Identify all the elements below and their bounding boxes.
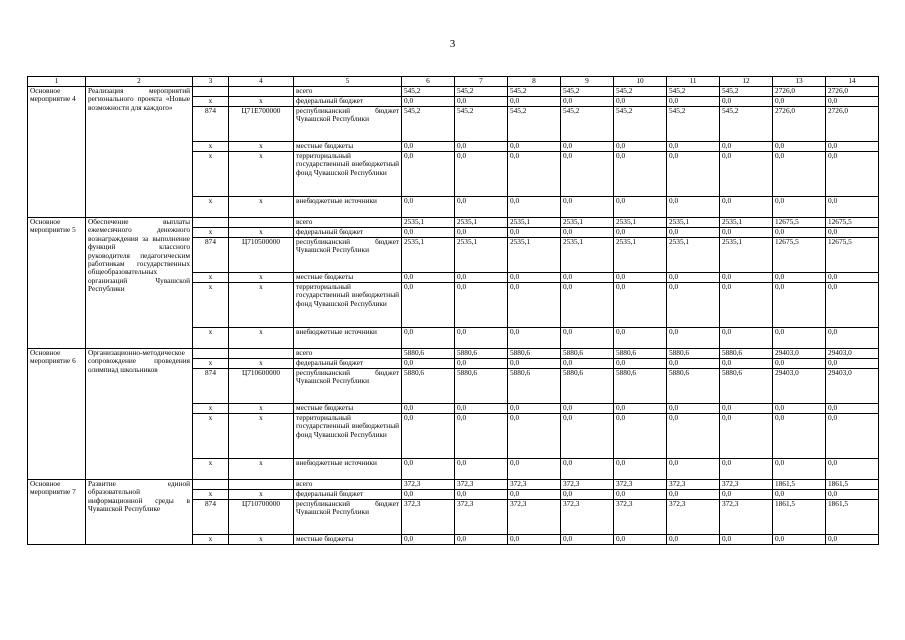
column-header: 14	[826, 77, 879, 87]
amount-cell: 0,0	[667, 490, 720, 500]
column-header: 7	[455, 77, 508, 87]
amount-cell: 5880,6	[614, 369, 667, 404]
amount-cell: 0,0	[508, 490, 561, 500]
amount-cell: 0,0	[455, 283, 508, 328]
amount-cell: 0,0	[455, 459, 508, 480]
amount-cell: 372,3	[720, 500, 773, 535]
amount-cell: 0,0	[561, 152, 614, 197]
budget-code: Ц710700000	[229, 500, 294, 535]
event-name: Основное мероприятие 4	[28, 87, 86, 218]
amount-cell: 0,0	[402, 414, 455, 459]
amount-cell: 0,0	[614, 197, 667, 218]
page-number: 3	[449, 38, 456, 50]
budget-code: Ц710500000	[229, 238, 294, 273]
amount-cell: 2535,1	[720, 218, 773, 228]
event-name: Основное мероприятие 7	[28, 480, 86, 545]
amount-cell: 0,0	[614, 97, 667, 107]
budget-code	[229, 480, 294, 490]
budget-table	[27, 76, 879, 545]
admin-code: х	[193, 414, 229, 459]
amount-cell: 0,0	[402, 359, 455, 369]
amount-cell: 2535,1	[561, 218, 614, 228]
amount-cell: 0,0	[614, 228, 667, 238]
admin-code: х	[193, 328, 229, 349]
column-header: 8	[508, 77, 561, 87]
amount-cell: 0,0	[826, 414, 879, 459]
amount-cell: 0,0	[508, 404, 561, 414]
table-body	[28, 87, 879, 545]
event-description: Развитие единой образовательной информационной среды в Чувашской Республике	[86, 480, 193, 545]
amount-cell: 372,3	[455, 480, 508, 490]
amount-cell: 545,2	[720, 87, 773, 97]
amount-cell: 0,0	[826, 273, 879, 283]
amount-cell: 0,0	[826, 459, 879, 480]
funding-source: внебюджетные источники	[294, 459, 402, 480]
event-name: Основное мероприятие 5	[28, 218, 86, 349]
amount-cell: 0,0	[773, 359, 826, 369]
amount-cell: 545,2	[561, 107, 614, 142]
amount-cell: 2535,1	[667, 238, 720, 273]
amount-cell: 372,3	[561, 500, 614, 535]
funding-source: внебюджетные источники	[294, 197, 402, 218]
admin-code: х	[193, 152, 229, 197]
amount-cell: 0,0	[508, 283, 561, 328]
funding-source: федеральный бюджет	[294, 490, 402, 500]
amount-cell: 0,0	[508, 359, 561, 369]
amount-cell: 5880,6	[455, 369, 508, 404]
amount-cell: 0,0	[455, 197, 508, 218]
amount-cell: 0,0	[826, 490, 879, 500]
funding-source: всего	[294, 87, 402, 97]
amount-cell: 12675,5	[826, 218, 879, 228]
admin-code: х	[193, 273, 229, 283]
funding-source: федеральный бюджет	[294, 359, 402, 369]
admin-code: х	[193, 97, 229, 107]
amount-cell: 2535,1	[508, 218, 561, 228]
amount-cell: 0,0	[720, 414, 773, 459]
amount-cell: 0,0	[402, 273, 455, 283]
amount-cell: 1861,5	[773, 500, 826, 535]
amount-cell: 0,0	[455, 535, 508, 545]
amount-cell: 0,0	[402, 228, 455, 238]
amount-cell: 0,0	[826, 535, 879, 545]
amount-cell: 0,0	[455, 228, 508, 238]
amount-cell: 2535,1	[720, 238, 773, 273]
budget-code	[229, 218, 294, 228]
amount-cell: 0,0	[667, 283, 720, 328]
amount-cell: 0,0	[402, 535, 455, 545]
funding-source: местные бюджеты	[294, 404, 402, 414]
budget-code: х	[229, 283, 294, 328]
amount-cell: 0,0	[720, 152, 773, 197]
amount-cell: 0,0	[773, 535, 826, 545]
amount-cell: 372,3	[667, 480, 720, 490]
column-header: 9	[561, 77, 614, 87]
amount-cell: 0,0	[667, 142, 720, 152]
amount-cell: 2535,1	[614, 218, 667, 228]
funding-source: федеральный бюджет	[294, 97, 402, 107]
admin-code: х	[193, 142, 229, 152]
funding-source: республиканский бюджет Чувашской Республики	[294, 500, 402, 535]
amount-cell: 0,0	[667, 404, 720, 414]
amount-cell: 0,0	[561, 273, 614, 283]
amount-cell: 12675,5	[826, 238, 879, 273]
amount-cell: 0,0	[720, 535, 773, 545]
budget-code	[229, 349, 294, 359]
amount-cell: 0,0	[720, 142, 773, 152]
amount-cell: 0,0	[826, 328, 879, 349]
admin-code: 874	[193, 500, 229, 535]
amount-cell: 545,2	[614, 107, 667, 142]
amount-cell: 0,0	[455, 142, 508, 152]
amount-cell: 0,0	[826, 97, 879, 107]
amount-cell: 0,0	[826, 228, 879, 238]
amount-cell: 0,0	[508, 152, 561, 197]
amount-cell: 5880,6	[614, 349, 667, 359]
amount-cell: 0,0	[402, 328, 455, 349]
amount-cell: 0,0	[667, 152, 720, 197]
amount-cell: 0,0	[614, 535, 667, 545]
amount-cell: 0,0	[720, 359, 773, 369]
amount-cell: 0,0	[720, 328, 773, 349]
budget-code: х	[229, 152, 294, 197]
amount-cell: 5880,6	[455, 349, 508, 359]
amount-cell: 0,0	[826, 197, 879, 218]
amount-cell: 5880,6	[720, 369, 773, 404]
amount-cell: 0,0	[508, 328, 561, 349]
amount-cell: 0,0	[826, 283, 879, 328]
table-row	[28, 349, 879, 359]
amount-cell: 0,0	[455, 152, 508, 197]
amount-cell: 0,0	[402, 97, 455, 107]
funding-source: республиканский бюджет Чувашской Республики	[294, 107, 402, 142]
amount-cell: 5880,6	[561, 369, 614, 404]
amount-cell: 0,0	[720, 459, 773, 480]
funding-source: местные бюджеты	[294, 535, 402, 545]
column-header: 12	[720, 77, 773, 87]
admin-code	[193, 87, 229, 97]
amount-cell: 0,0	[508, 197, 561, 218]
amount-cell: 0,0	[455, 490, 508, 500]
amount-cell: 545,2	[614, 87, 667, 97]
event-description: Обеспечение выплаты ежемесячного денежного вознаграждения за выполнение функций классного руководителя педагогическим работникам государственных общеобразовательных организаций Чувашской Республики	[86, 218, 193, 349]
amount-cell: 29403,0	[826, 349, 879, 359]
amount-cell: 2535,1	[561, 238, 614, 273]
amount-cell: 0,0	[561, 490, 614, 500]
funding-source: всего	[294, 349, 402, 359]
amount-cell: 0,0	[402, 283, 455, 328]
column-header: 3	[193, 77, 229, 87]
funding-source: всего	[294, 480, 402, 490]
amount-cell: 5880,6	[402, 349, 455, 359]
amount-cell: 545,2	[455, 107, 508, 142]
amount-cell: 0,0	[826, 359, 879, 369]
budget-code: Ц71Е700000	[229, 107, 294, 142]
amount-cell: 0,0	[561, 197, 614, 218]
amount-cell: 372,3	[508, 500, 561, 535]
amount-cell: 0,0	[826, 142, 879, 152]
amount-cell: 0,0	[614, 404, 667, 414]
admin-code: 874	[193, 238, 229, 273]
funding-source: федеральный бюджет	[294, 228, 402, 238]
amount-cell: 0,0	[667, 459, 720, 480]
amount-cell: 0,0	[402, 152, 455, 197]
amount-cell: 29403,0	[773, 369, 826, 404]
amount-cell: 0,0	[773, 283, 826, 328]
amount-cell: 0,0	[773, 328, 826, 349]
admin-code: х	[193, 404, 229, 414]
amount-cell: 0,0	[402, 142, 455, 152]
amount-cell: 0,0	[614, 490, 667, 500]
amount-cell: 2535,1	[402, 218, 455, 228]
table-row	[28, 218, 879, 228]
admin-code: х	[193, 197, 229, 218]
amount-cell: 2726,0	[773, 107, 826, 142]
amount-cell: 0,0	[455, 273, 508, 283]
amount-cell: 0,0	[773, 97, 826, 107]
amount-cell: 12675,5	[773, 218, 826, 228]
amount-cell: 0,0	[402, 459, 455, 480]
admin-code: х	[193, 283, 229, 328]
budget-code: х	[229, 97, 294, 107]
admin-code: х	[193, 228, 229, 238]
table-row	[28, 87, 879, 97]
amount-cell: 0,0	[561, 535, 614, 545]
amount-cell: 5880,6	[508, 369, 561, 404]
admin-code: х	[193, 359, 229, 369]
funding-source: внебюджетные источники	[294, 328, 402, 349]
amount-cell: 545,2	[561, 87, 614, 97]
amount-cell: 372,3	[508, 480, 561, 490]
amount-cell: 0,0	[508, 228, 561, 238]
amount-cell: 545,2	[667, 107, 720, 142]
amount-cell: 0,0	[561, 414, 614, 459]
amount-cell: 2535,1	[508, 238, 561, 273]
amount-cell: 0,0	[667, 359, 720, 369]
amount-cell: 0,0	[455, 404, 508, 414]
budget-code: х	[229, 490, 294, 500]
amount-cell: 1861,5	[826, 500, 879, 535]
amount-cell: 2726,0	[773, 87, 826, 97]
amount-cell: 545,2	[508, 87, 561, 97]
amount-cell: 372,3	[402, 480, 455, 490]
amount-cell: 0,0	[667, 414, 720, 459]
amount-cell: 2726,0	[826, 107, 879, 142]
amount-cell: 0,0	[720, 197, 773, 218]
budget-code: х	[229, 414, 294, 459]
amount-cell: 0,0	[667, 535, 720, 545]
amount-cell: 0,0	[773, 490, 826, 500]
column-header: 13	[773, 77, 826, 87]
event-description: Реализация мероприятий регионального проекта «Новые возможности для каждого»	[86, 87, 193, 218]
admin-code	[193, 218, 229, 228]
amount-cell: 0,0	[561, 142, 614, 152]
funding-source: республиканский бюджет Чувашской Республики	[294, 369, 402, 404]
amount-cell: 0,0	[773, 197, 826, 218]
amount-cell: 5880,6	[561, 349, 614, 359]
amount-cell: 0,0	[614, 328, 667, 349]
amount-cell: 0,0	[667, 197, 720, 218]
amount-cell: 372,3	[614, 480, 667, 490]
budget-code	[229, 87, 294, 97]
amount-cell: 0,0	[720, 228, 773, 238]
amount-cell: 0,0	[455, 97, 508, 107]
amount-cell: 545,2	[455, 87, 508, 97]
amount-cell: 0,0	[402, 490, 455, 500]
event-name: Основное мероприятие 6	[28, 349, 86, 480]
amount-cell: 0,0	[561, 359, 614, 369]
amount-cell: 5880,6	[667, 369, 720, 404]
amount-cell: 0,0	[402, 404, 455, 414]
amount-cell: 2726,0	[826, 87, 879, 97]
amount-cell: 372,3	[561, 480, 614, 490]
amount-cell: 0,0	[667, 328, 720, 349]
amount-cell: 0,0	[508, 273, 561, 283]
amount-cell: 0,0	[773, 152, 826, 197]
amount-cell: 0,0	[508, 459, 561, 480]
admin-code: 874	[193, 369, 229, 404]
funding-source: республиканский бюджет Чувашской Республики	[294, 238, 402, 273]
amount-cell: 12675,5	[773, 238, 826, 273]
amount-cell: 0,0	[614, 359, 667, 369]
amount-cell: 372,3	[720, 480, 773, 490]
amount-cell: 545,2	[402, 87, 455, 97]
amount-cell: 0,0	[508, 535, 561, 545]
budget-code: х	[229, 142, 294, 152]
column-header: 10	[614, 77, 667, 87]
amount-cell: 0,0	[455, 328, 508, 349]
amount-cell: 0,0	[720, 283, 773, 328]
amount-cell: 0,0	[614, 273, 667, 283]
amount-cell: 0,0	[508, 414, 561, 459]
budget-code: х	[229, 273, 294, 283]
column-header: 2	[86, 77, 193, 87]
admin-code	[193, 480, 229, 490]
budget-code: х	[229, 535, 294, 545]
amount-cell: 2535,1	[455, 218, 508, 228]
amount-cell: 0,0	[561, 404, 614, 414]
column-header: 1	[28, 77, 86, 87]
amount-cell: 0,0	[561, 459, 614, 480]
amount-cell: 5880,6	[402, 369, 455, 404]
amount-cell: 0,0	[614, 142, 667, 152]
budget-code: х	[229, 328, 294, 349]
amount-cell: 0,0	[614, 152, 667, 197]
amount-cell: 0,0	[455, 359, 508, 369]
amount-cell: 5880,6	[508, 349, 561, 359]
funding-source: местные бюджеты	[294, 142, 402, 152]
amount-cell: 0,0	[773, 459, 826, 480]
admin-code: х	[193, 535, 229, 545]
column-header: 6	[402, 77, 455, 87]
amount-cell: 0,0	[667, 228, 720, 238]
amount-cell: 372,3	[667, 500, 720, 535]
amount-cell: 545,2	[720, 107, 773, 142]
amount-cell: 0,0	[720, 97, 773, 107]
amount-cell: 0,0	[561, 328, 614, 349]
table-row	[28, 480, 879, 490]
amount-cell: 0,0	[508, 97, 561, 107]
admin-code: х	[193, 459, 229, 480]
amount-cell: 545,2	[667, 87, 720, 97]
amount-cell: 0,0	[826, 404, 879, 414]
amount-cell: 0,0	[561, 283, 614, 328]
amount-cell: 0,0	[614, 283, 667, 328]
amount-cell: 0,0	[614, 459, 667, 480]
funding-source: местные бюджеты	[294, 273, 402, 283]
amount-cell: 5880,6	[667, 349, 720, 359]
admin-code: х	[193, 490, 229, 500]
amount-cell: 545,2	[508, 107, 561, 142]
admin-code: 874	[193, 107, 229, 142]
amount-cell: 5880,6	[720, 349, 773, 359]
amount-cell: 0,0	[667, 97, 720, 107]
amount-cell: 0,0	[561, 97, 614, 107]
column-header: 4	[229, 77, 294, 87]
amount-cell: 2535,1	[667, 218, 720, 228]
amount-cell: 0,0	[773, 142, 826, 152]
budget-code: х	[229, 359, 294, 369]
funding-source: всего	[294, 218, 402, 228]
amount-cell: 372,3	[614, 500, 667, 535]
amount-cell: 0,0	[402, 197, 455, 218]
amount-cell: 2535,1	[455, 238, 508, 273]
amount-cell: 0,0	[773, 404, 826, 414]
column-header: 11	[667, 77, 720, 87]
amount-cell: 545,2	[402, 107, 455, 142]
funding-source: территориальный государственный внебюджетный фонд Чувашской Республики	[294, 283, 402, 328]
amount-cell: 0,0	[561, 228, 614, 238]
amount-cell: 0,0	[455, 414, 508, 459]
budget-code: х	[229, 228, 294, 238]
funding-source: территориальный государственный внебюджетный фонд Чувашской Республики	[294, 152, 402, 197]
amount-cell: 0,0	[773, 273, 826, 283]
amount-cell: 2535,1	[402, 238, 455, 273]
amount-cell: 372,3	[455, 500, 508, 535]
amount-cell: 0,0	[826, 152, 879, 197]
admin-code	[193, 349, 229, 359]
funding-source: территориальный государственный внебюджетный фонд Чувашской Республики	[294, 414, 402, 459]
amount-cell: 0,0	[773, 228, 826, 238]
event-description: Организационно-методическое сопровождение проведения олимпиад школьников	[86, 349, 193, 480]
amount-cell: 1861,5	[826, 480, 879, 490]
amount-cell: 29403,0	[773, 349, 826, 359]
amount-cell: 29403,0	[826, 369, 879, 404]
budget-code: х	[229, 197, 294, 218]
amount-cell: 0,0	[720, 490, 773, 500]
amount-cell: 372,3	[402, 500, 455, 535]
budget-code: х	[229, 404, 294, 414]
amount-cell: 0,0	[614, 414, 667, 459]
header-row	[28, 77, 879, 87]
amount-cell: 2535,1	[614, 238, 667, 273]
amount-cell: 1861,5	[773, 480, 826, 490]
amount-cell: 0,0	[773, 414, 826, 459]
budget-code: Ц710600000	[229, 369, 294, 404]
amount-cell: 0,0	[508, 142, 561, 152]
column-header: 5	[294, 77, 402, 87]
amount-cell: 0,0	[720, 273, 773, 283]
amount-cell: 0,0	[667, 273, 720, 283]
budget-code: х	[229, 459, 294, 480]
amount-cell: 0,0	[720, 404, 773, 414]
